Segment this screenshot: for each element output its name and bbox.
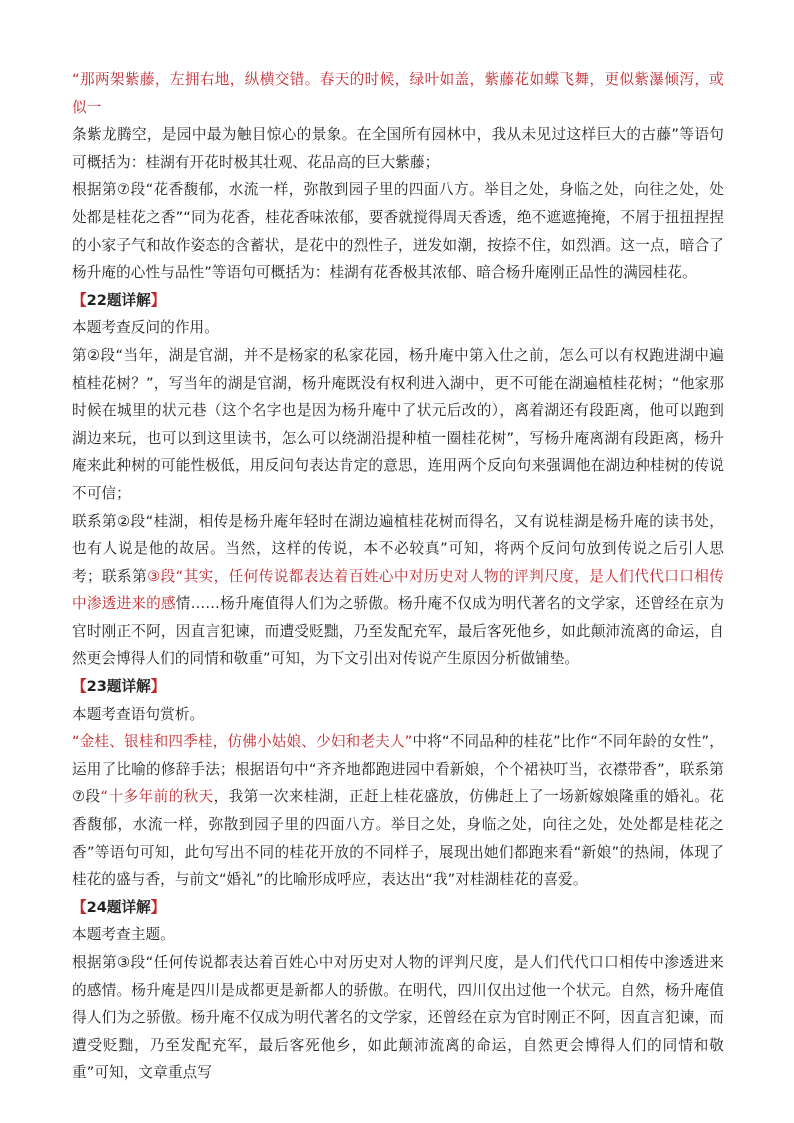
q24-heading-text: 24题详解 <box>86 898 151 916</box>
q22-heading-text: 22题详解 <box>86 291 151 309</box>
paragraph-wisteria-summary: 条紫龙腾空，是园中最为触目惊心的景象。在全国所有园林中，我从未见过这样巨大的古藤”等语句可概括为：桂湖有开花时极其壮观、花品高的巨大紫藤； <box>72 126 724 171</box>
q22-p2-part-b: 情……杨升庵值得人们为之骄傲。杨升庵不仅成为明代著名的文学家，还曾经在京为官时刚正不阿，因直言犯谏，而遭受贬黜，乃至发配充军，最后客死他乡，如此颠沛流离的命运，自然更会博得人们的同情和敬重”可知，为下文引出对传说产生原因分析做铺垫。 <box>72 595 725 668</box>
q23-red-quote-2: “十多年前的秋天 <box>100 788 214 806</box>
q24-open-bracket: 【 <box>72 898 87 916</box>
q23-intro: 本题考查语句赏析。 <box>72 705 205 723</box>
q22-paragraph-1: 第②段“当年，湖是官湖，并不是杨家的私家花园，杨升庵中第入仕之前，怎么可以有权跑进湖中遍植桂花树？”，写当年的湖是官湖，杨升庵既没有权利进入湖中，更不可能在湖遍植桂花树；“他家那时候在城里的状元巷（这个名字也是因为杨升庵中了状元后改的），离着湖还有段距离，他可以跑到湖边来玩，也可以到这里读书，怎么可以绕湖沿提种植一圈桂花树”，写杨升庵离湖有段距离，杨升庵来此种树的可能性极低，用反问句表达肯定的意思，连用两个反向句来强调他在湖边种桂树的传说不可信； <box>72 346 724 502</box>
q22-intro: 本题考查反问的作用。 <box>72 319 219 337</box>
q23-heading-text: 23题详解 <box>86 678 151 696</box>
q23-red-quote-1: “金桂、银桂和四季桂，仿佛小姑娘、少妇和老夫人” <box>72 733 413 751</box>
quote-paragraph-wisteria-start: “那两架紫藤，左拥右地，纵横交错。春天的时候，绿叶如盖，紫藤花如蝶飞舞，更似紫瀑倾泻，或似一 <box>72 71 724 116</box>
q24-heading <box>72 894 724 922</box>
q24-paragraph-1: 根据第③段“任何传说都表达着百姓心中对历史对人物的评判尺度，是人们代代口口相传中渗透进来的感情。杨升庵是四川是成都更是新都人的骄傲。在明代，四川仅出过他一个状元。自然，杨升庵值得人们为之骄傲。杨升庵不仅成为明代著名的文学家，还曾经在京为官时刚正不阿，因直言犯谏，而遭受贬黜，乃至发配充军，最后客死他乡，如此颠沛流离的命运，自然更会博得人们的同情和敬重”可知，文章重点写 <box>72 954 724 1082</box>
document-page <box>72 66 724 1087</box>
q22-p2-red-quote: ③段“其实，任何传说都表达着百姓心中对历史对人物的评判尺度，是人们代代口口相传中渗透进来的感 <box>72 567 724 613</box>
q22-paragraph-2 <box>72 508 724 674</box>
q23-paragraph-1 <box>72 728 724 894</box>
q23-heading <box>72 673 724 701</box>
paragraph-osmanthus-summary: 根据第⑦段“花香馥郁，水流一样，弥散到园子里的四面八方。举目之处，身临之处，向往之处，处处都是桂花之香”“同为花香，桂花香味浓郁，要香就搅得周天香透，绝不遮遮掩掩，不屑于扭扭捏捏的小家子气和故作姿态的含蓄状，是花中的烈性子，迸发如潮，按捺不住，如烈酒。这一点，暗合了杨升庵的心性与品性”等语句可概括为：桂湖有花香极其浓郁、暗合杨升庵刚正品性的满园桂花。 <box>72 181 724 282</box>
q23-mid-text: 中将“不同品种的桂花”比作“不同年龄的女性”，运用了比喻的修辞手法；根据语句中“齐齐地都跑进园中看新娘，个个裙袂叮当，衣襟带香”，联系第⑦段 <box>72 733 724 806</box>
q22-heading <box>72 287 724 315</box>
q23-open-bracket: 【 <box>72 678 87 696</box>
q24-close-bracket: 】 <box>150 898 166 916</box>
q23-end-text: ，我第一次来桂湖，正赶上桂花盛放，仿佛赶上了一场新嫁娘隆重的婚礼。花香馥郁，水流一样，弥散到园子里的四面八方。举目之处，身临之处，向往之处，处处都是桂花之香”等语句可知，此句写出不同的桂花开放的不同样子，展现出她们都跑来看“新娘”的热闹，体现了桂花的盛与香，与前文“婚礼”的比喻形成呼应，表达出“我”对桂湖桂花的喜爱。 <box>72 788 724 889</box>
q22-p2-part-a: 联系第②段“桂湖，相传是杨升庵年轻时在湖边遍植桂花树而得名，又有说桂湖是杨升庵的读书处，也有人说是他的故居。当然，这样的传说，本不必较真”可知，将两个反问句放到传说之后引人思考；联系第 <box>72 512 724 585</box>
q24-intro: 本题考查主题。 <box>72 926 175 944</box>
q22-open-bracket: 【 <box>72 291 87 309</box>
q22-close-bracket: 】 <box>150 291 166 309</box>
q23-close-bracket: 】 <box>150 678 166 696</box>
